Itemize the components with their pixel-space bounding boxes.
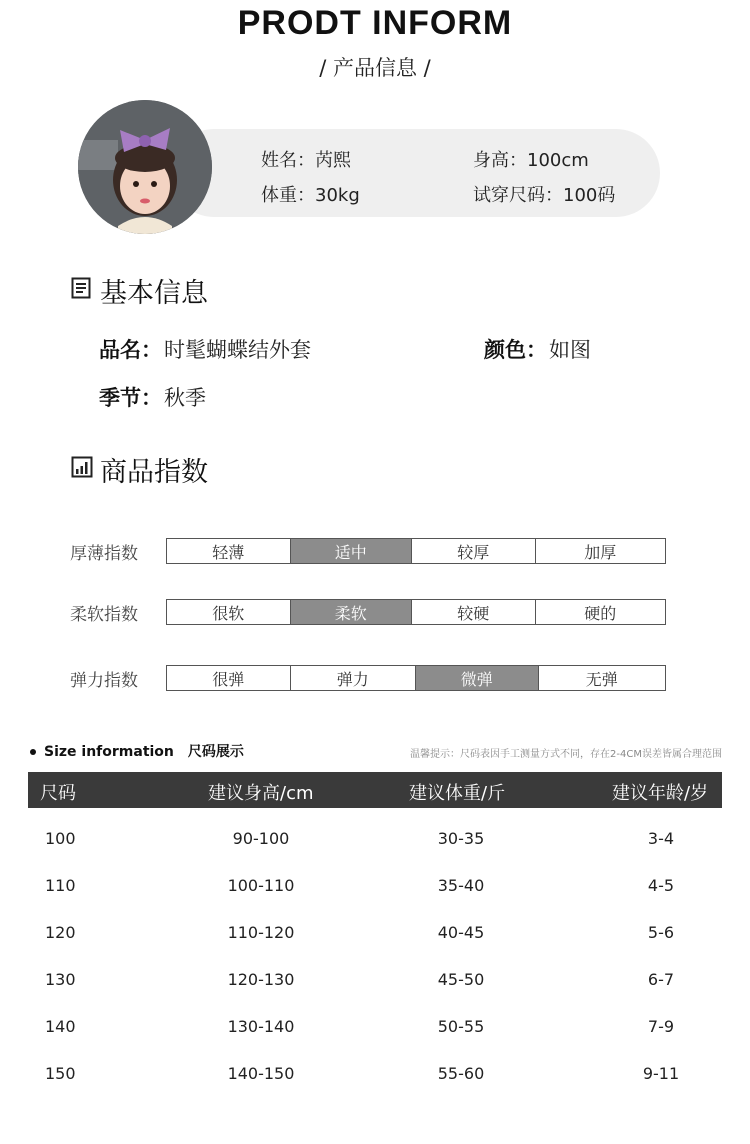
index-option: 适中 <box>291 539 413 563</box>
index-option: 柔软 <box>291 600 413 624</box>
bar-chart-icon <box>71 456 93 478</box>
index-option: 很弹 <box>167 666 291 690</box>
basic-info-title: 基本信息 <box>100 278 208 309</box>
table-cell: 140-150 <box>227 1064 295 1083</box>
index-label: 弹力指数 <box>70 671 138 691</box>
table-cell: 110 <box>45 876 76 895</box>
color-value: 如图 <box>549 338 591 362</box>
table-cell: 140 <box>45 1017 76 1036</box>
table-cell: 6-7 <box>647 970 675 989</box>
bullet-icon <box>30 749 36 755</box>
model-height: 身高：100cm <box>473 150 589 171</box>
index-scale <box>166 665 666 691</box>
index-option: 微弹 <box>416 666 539 690</box>
table-cell: 120-130 <box>227 970 295 989</box>
color-label: 颜色： <box>484 338 547 362</box>
table-cell: 35-40 <box>437 876 485 895</box>
column-header-weight: 建议体重/斤 <box>409 783 506 804</box>
size-heading <box>30 741 244 761</box>
table-cell: 55-60 <box>437 1064 485 1083</box>
table-cell: 3-4 <box>647 829 675 848</box>
index-label: 厚薄指数 <box>70 544 138 564</box>
product-name-value: 时髦蝴蝶结外套 <box>164 338 311 362</box>
page-subtitle: / 产品信息 / <box>319 56 431 80</box>
product-name-label: 品名： <box>99 338 162 362</box>
size-heading-cn: 尺码展示 <box>187 744 244 760</box>
table-cell: 90-100 <box>232 829 290 848</box>
model-size: 试穿尺码：100码 <box>473 185 616 206</box>
index-label: 柔软指数 <box>70 605 138 625</box>
table-cell: 100-110 <box>227 876 295 895</box>
model-name: 姓名：芮熙 <box>261 150 351 171</box>
table-cell: 50-55 <box>437 1017 485 1036</box>
index-option: 很软 <box>167 600 291 624</box>
table-cell: 45-50 <box>437 970 485 989</box>
page-title: PRODT INFORM <box>237 4 513 42</box>
index-option: 硬的 <box>584 603 617 623</box>
season-value: 秋季 <box>164 386 206 410</box>
table-cell: 7-9 <box>647 1017 675 1036</box>
table-cell: 9-11 <box>642 1064 680 1083</box>
index-option: 较硬 <box>412 600 536 624</box>
size-table-header <box>28 772 722 808</box>
column-header-size: 尺码 <box>40 783 76 804</box>
index-scale <box>166 599 666 625</box>
table-cell: 4-5 <box>647 876 675 895</box>
table-cell: 150 <box>45 1064 76 1083</box>
index-option: 轻薄 <box>167 539 291 563</box>
index-option: 无弹 <box>585 669 618 689</box>
index-option: 较厚 <box>412 539 536 563</box>
product-index-title: 商品指数 <box>100 457 208 488</box>
model-avatar <box>78 100 212 234</box>
index-scale <box>166 538 666 564</box>
table-cell: 100 <box>45 829 76 848</box>
table-cell: 130-140 <box>227 1017 295 1036</box>
document-icon <box>71 277 91 299</box>
table-cell: 130 <box>45 970 76 989</box>
index-option: 加厚 <box>584 542 617 562</box>
table-cell: 30-35 <box>437 829 485 848</box>
model-photo-illustration <box>78 100 212 234</box>
size-note: 温馨提示：尺码表因手工测量方式不同，存在2-4CM误差皆属合理范围 <box>410 749 722 760</box>
table-cell: 110-120 <box>227 923 295 942</box>
column-header-age: 建议年龄/岁 <box>612 783 709 804</box>
table-cell: 40-45 <box>437 923 485 942</box>
table-cell: 5-6 <box>647 923 675 942</box>
index-option: 弹力 <box>291 666 417 690</box>
size-heading-en: Size information <box>44 744 174 760</box>
table-cell: 120 <box>45 923 76 942</box>
column-header-height: 建议身高/cm <box>208 783 314 804</box>
season-label: 季节： <box>99 386 162 410</box>
model-weight: 体重：30kg <box>261 185 360 206</box>
